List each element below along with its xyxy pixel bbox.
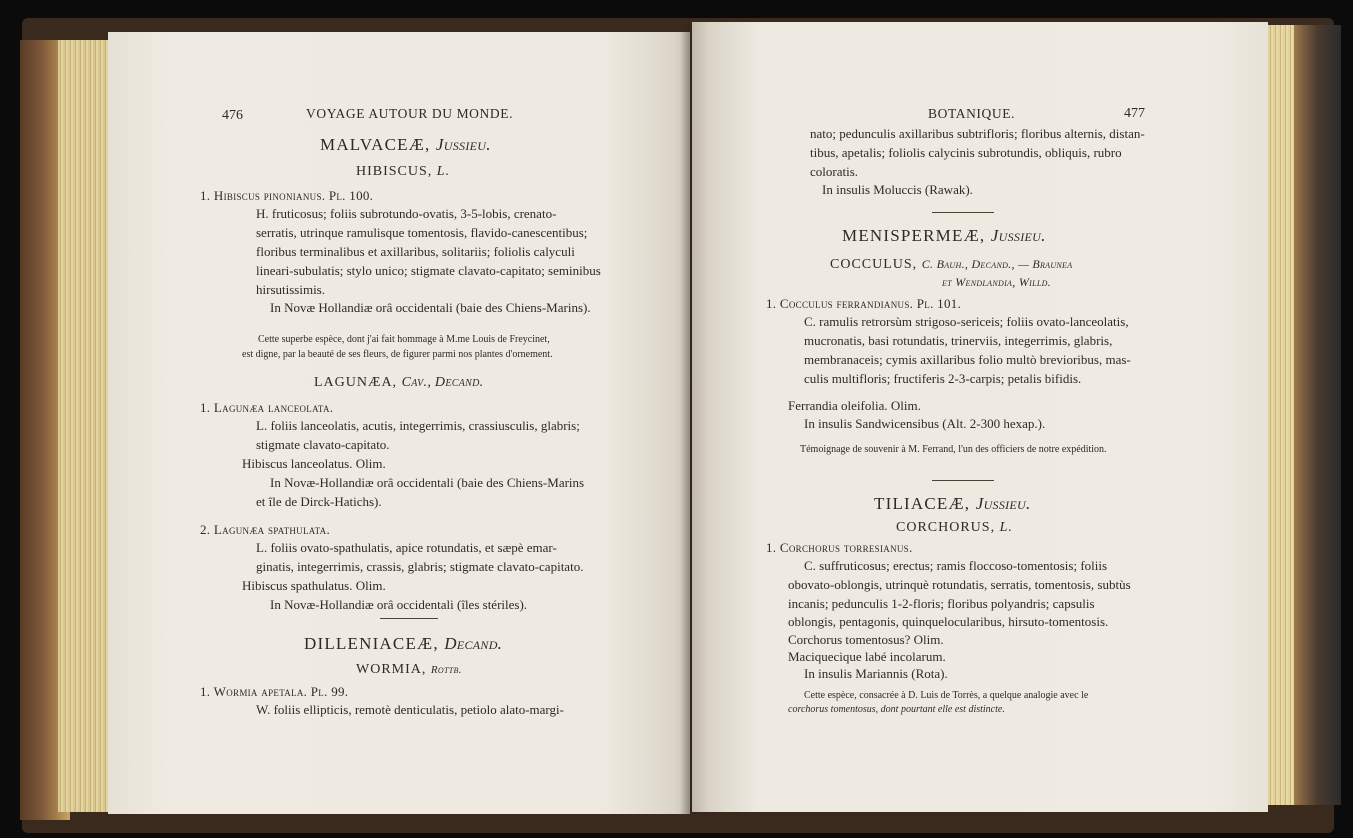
genus-name: CORCHORUS, — [896, 520, 996, 535]
entry-title: 1. Corchorus torresianus. — [766, 540, 913, 555]
genus-author: Rottb. — [430, 664, 462, 676]
entry-line: C. suffruticosus; erectus; ramis floccoso-tomentosis; foliis — [804, 558, 1108, 573]
entry-line: H. fruticosus; foliis subrotundo-ovatis, 3-5-lobis, crenato- — [256, 206, 557, 221]
note-line: Cette superbe espèce, dont j'ai fait hommage à M.me Louis de Freycinet, — [258, 334, 550, 345]
entry-line: hirsutissimis. — [256, 282, 325, 297]
entry-title: 1. Wormia apetala. Pl. 99. — [200, 684, 349, 699]
genus-author-line: et Wendlandia, Willd. — [942, 275, 1051, 289]
entry-line: In Novæ-Hollandiæ orâ occidentali (îles stériles). — [270, 597, 528, 612]
running-head: VOYAGE AUTOUR DU MONDE. — [306, 106, 514, 121]
genus-heading-corchorus — [896, 520, 1013, 536]
family-name: MENISPERMEÆ, — [842, 226, 986, 245]
entry-line: nato; pedunculis axillaribus subtrifloris; floribus alternis, distan- — [810, 126, 1145, 141]
genus-heading-wormia — [356, 662, 462, 678]
entry-line: In insulis Moluccis (Rawak). — [822, 182, 973, 197]
entry-title: 2. Lagunæa spathulata. — [200, 522, 330, 537]
note-line: Témoignage de souvenir à M. Ferrand, l'un des officiers de notre expédition. — [800, 444, 1107, 455]
entry-line: ginatis, integerrimis, crassis, glabris; stigmate clavato-capitato. — [256, 559, 584, 574]
entry-line: Hibiscus spathulatus. Olim. — [242, 578, 386, 593]
entry-line: In insulis Sandwicensibus (Alt. 2-300 hexap.). — [804, 416, 1046, 431]
genus-heading-hibiscus — [356, 164, 450, 180]
entry-line: culis multifloris; fructiferis 2-3-carpis; petalis bifidis. — [804, 371, 1082, 386]
genus-heading-cocculus — [830, 256, 1072, 273]
page-number: 476 — [222, 108, 243, 123]
page-edges-right — [1268, 25, 1294, 805]
family-author: Decand. — [444, 634, 503, 653]
genus-name: HIBISCUS, — [356, 164, 433, 179]
entry-line: lineari-subulatis; stylo unico; stigmate clavato-capitato; seminibus — [256, 263, 601, 278]
genus-heading-lagunaea — [314, 375, 483, 391]
entry-line: coloratis. — [810, 164, 859, 179]
entry-line: Maciquecique labé incolarum. — [788, 649, 946, 664]
running-head: BOTANIQUE. — [928, 106, 1016, 121]
genus-author: C. Bauh., Decand., — Braunea — [921, 257, 1073, 271]
genus-name: LAGUNÆA, — [314, 375, 398, 390]
note-line: corchorus tomentosus, dont pourtant elle est distincte. — [788, 704, 1005, 715]
entry-line: tibus, apetalis; foliolis calycinis subrotundis, obliquis, rubro — [810, 145, 1122, 160]
family-heading-dilleniaceae — [304, 636, 502, 652]
family-name: MALVACEÆ, — [320, 135, 431, 154]
family-heading-tiliaceae — [874, 496, 1031, 512]
entry-line: W. foliis ellipticis, remotè denticulatis, petiolo alato-margi- — [256, 702, 564, 717]
entry-line: serratis, utrinque ramulisque tomentosis, flavido-canescentibus; — [256, 225, 588, 240]
family-name: TILIACEÆ, — [874, 494, 971, 513]
family-heading-menispermeae — [842, 228, 1046, 244]
family-author: Jussieu. — [975, 494, 1031, 513]
entry-line: oblongis, pentagonis, quinquelocularibus, hirsuto-tomentosis. — [788, 614, 1109, 629]
entry-line: L. foliis ovato-spathulatis, apice rotundatis, et sæpè emar- — [256, 540, 557, 555]
entry-line: obovato-oblongis, utrinquè rotundatis, serratis, tomentosis, subtùs — [788, 577, 1131, 592]
section-rule — [932, 480, 994, 481]
genus-name: WORMIA, — [356, 662, 427, 677]
entry-line: stigmate clavato-capitato. — [256, 437, 390, 452]
entry-title: 1. Cocculus ferrandianus. Pl. 101. — [766, 296, 962, 311]
entry-title: 1. Lagunæa lanceolata. — [200, 400, 334, 415]
entry-line: L. foliis lanceolatis, acutis, integerrimis, crassiusculis, glabris; — [256, 418, 580, 433]
entry-line: Ferrandia oleifolia. Olim. — [788, 398, 921, 413]
genus-name: COCCULUS, — [830, 257, 918, 272]
family-author: Jussieu. — [990, 226, 1046, 245]
entry-title: 1. Hibiscus pinonianus. Pl. 100. — [200, 188, 374, 203]
genus-author: L. — [436, 164, 451, 179]
left-page — [108, 32, 690, 814]
entry-line: Hibiscus lanceolatus. Olim. — [242, 456, 386, 471]
family-name: DILLENIACEÆ, — [304, 634, 439, 653]
entry-line: floribus terminalibus et axillaribus, solitariis; foliolis calyculi — [256, 244, 575, 259]
genus-author: Cav., Decand. — [401, 375, 484, 390]
page-number: 477 — [1124, 106, 1145, 121]
entry-line: membranaceis; cymis axillaribus folio multò brevioribus, mas- — [804, 352, 1131, 367]
note-line: Cette espèce, consacrée à D. Luis de Torrès, a quelque analogie avec le — [804, 690, 1089, 701]
entry-line: In Novæ Hollandiæ orâ occidentali (baie des Chiens-Marins). — [270, 300, 591, 315]
entry-line: mucronatis, basi rotundatis, trinerviis, integerrimis, glabris, — [804, 333, 1113, 348]
entry-line: et île de Dirck-Hatichs). — [256, 494, 382, 509]
entry-line: C. ramulis retrorsùm strigoso-sericeis; foliis ovato-lanceolatis, — [804, 314, 1129, 329]
right-page — [692, 22, 1268, 812]
entry-line: In insulis Mariannis (Rota). — [804, 666, 948, 681]
entry-line: In Novæ-Hollandiæ orâ occidentali (baie des Chiens-Marins — [270, 475, 585, 490]
entry-line: incanis; pedunculis 1-2-floris; floribus polyandris; capsulis — [788, 596, 1095, 611]
entry-line: Corchorus tomentosus? Olim. — [788, 632, 944, 647]
genus-author: L. — [999, 520, 1013, 535]
note-line: est digne, par la beauté de ses fleurs, de figurer parmi nos plantes d'ornement. — [242, 349, 553, 360]
family-heading-malvaceae — [320, 137, 491, 153]
section-rule — [932, 212, 994, 213]
section-rule — [380, 618, 438, 619]
family-author: Jussieu. — [435, 135, 491, 154]
